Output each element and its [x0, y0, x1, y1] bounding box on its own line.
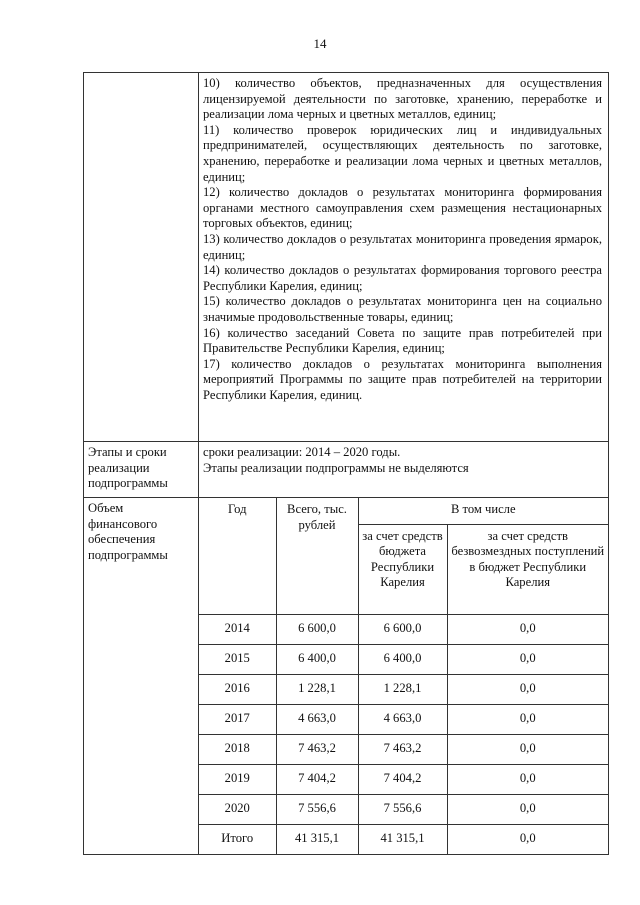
- indicator-14: 14) количество докладов о результатах формирования торгового реестра Республики Карелия, единиц;: [203, 263, 602, 293]
- indicators-row: [84, 73, 609, 442]
- grants-cell: 0,0: [447, 794, 608, 824]
- year-cell: 2018: [199, 734, 276, 764]
- indicator-15: 15) количество докладов о результатах мониторинга цен на социально значимые продовольственные товары, единиц;: [203, 294, 602, 324]
- budget-cell: 4 663,0: [358, 704, 447, 734]
- budget-cell: 7 556,6: [358, 794, 447, 824]
- finance-header-row: [199, 498, 608, 524]
- finance-label: Объем финансового обеспечения подпрограммы: [84, 498, 199, 855]
- finance-data-row: [199, 734, 608, 764]
- finance-data-row: [199, 704, 608, 734]
- indicator-12: 12) количество докладов о результатах мониторинга формирования органами местного самоуправления схем размещения нестационарных торговых объектов, единиц;: [203, 185, 602, 231]
- finance-row: [84, 498, 609, 855]
- finance-data-row: [199, 794, 608, 824]
- finance-data-row: [199, 674, 608, 704]
- year-cell: 2014: [199, 614, 276, 644]
- total-cell: 4 663,0: [276, 704, 358, 734]
- finance-table: [199, 498, 608, 854]
- budget-cell: 7 404,2: [358, 764, 447, 794]
- total-cell: 41 315,1: [276, 824, 358, 854]
- year-cell: 2015: [199, 644, 276, 674]
- finance-data-row: [199, 614, 608, 644]
- year-cell: 2020: [199, 794, 276, 824]
- grants-cell: 0,0: [447, 764, 608, 794]
- total-cell: 1 228,1: [276, 674, 358, 704]
- year-cell: 2019: [199, 764, 276, 794]
- total-cell: 7 463,2: [276, 734, 358, 764]
- budget-header: за счет средств бюджета Республики Карелия: [358, 524, 447, 614]
- stages-note: Этапы реализации подпрограммы не выделяются: [203, 460, 469, 475]
- total-header: Всего, тыс. рублей: [276, 498, 358, 614]
- finance-total-row: [199, 824, 608, 854]
- budget-cell: 1 228,1: [358, 674, 447, 704]
- indicator-16: 16) количество заседаний Совета по защите прав потребителей при Правительстве Республики Карелия, единиц;: [203, 325, 602, 356]
- year-header: Год: [199, 498, 276, 614]
- stages-label: Этапы и сроки реализации подпрограммы: [84, 442, 199, 498]
- indicator-11: 11) количество проверок юридических лиц и индивидуальных предпринимателей, осуществляющих деятельность по заготовке, хранению, переработке и реализации лома черных и цветных металлов, единиц;: [203, 122, 602, 184]
- stages-period: сроки реализации: 2014 – 2020 годы.: [203, 445, 401, 459]
- year-cell: 2017: [199, 704, 276, 734]
- grants-cell: 0,0: [447, 824, 608, 854]
- finance-data-row: [199, 764, 608, 794]
- passport-table: [83, 72, 609, 855]
- indicator-13: 13) количество докладов о результатах мониторинга проведения ярмарок, единиц;: [203, 231, 602, 262]
- finance-cell: [199, 498, 609, 855]
- year-cell: 2016: [199, 674, 276, 704]
- total-cell: 6 600,0: [276, 614, 358, 644]
- stages-row: [84, 442, 609, 498]
- stages-cell: [199, 442, 609, 498]
- indicator-10: 10) количество объектов, предназначенных для осуществления лицензируемой деятельности по заготовке, хранению, переработке и реализации лома черных и цветных металлов, единиц;: [203, 76, 602, 122]
- indicators-label-cell: [84, 73, 199, 442]
- finance-data-row: [199, 644, 608, 674]
- grants-cell: 0,0: [447, 614, 608, 644]
- including-header: В том числе: [358, 498, 608, 524]
- page-number: 14: [313, 36, 327, 51]
- total-cell: 7 404,2: [276, 764, 358, 794]
- budget-cell: 7 463,2: [358, 734, 447, 764]
- grants-header: за счет средств безвозмездных поступлений в бюджет Республики Карелия: [447, 524, 608, 614]
- year-cell: Итого: [199, 824, 276, 854]
- budget-cell: 41 315,1: [358, 824, 447, 854]
- indicator-17: 17) количество докладов о результатах мониторинга выполнения мероприятий Программы по защите прав потребителей на территории Республики Карелия, единиц.: [203, 356, 602, 402]
- budget-cell: 6 400,0: [358, 644, 447, 674]
- grants-cell: 0,0: [447, 704, 608, 734]
- grants-cell: 0,0: [447, 734, 608, 764]
- total-cell: 7 556,6: [276, 794, 358, 824]
- budget-cell: 6 600,0: [358, 614, 447, 644]
- total-cell: 6 400,0: [276, 644, 358, 674]
- grants-cell: 0,0: [447, 644, 608, 674]
- indicators-cell: [199, 73, 609, 442]
- grants-cell: 0,0: [447, 674, 608, 704]
